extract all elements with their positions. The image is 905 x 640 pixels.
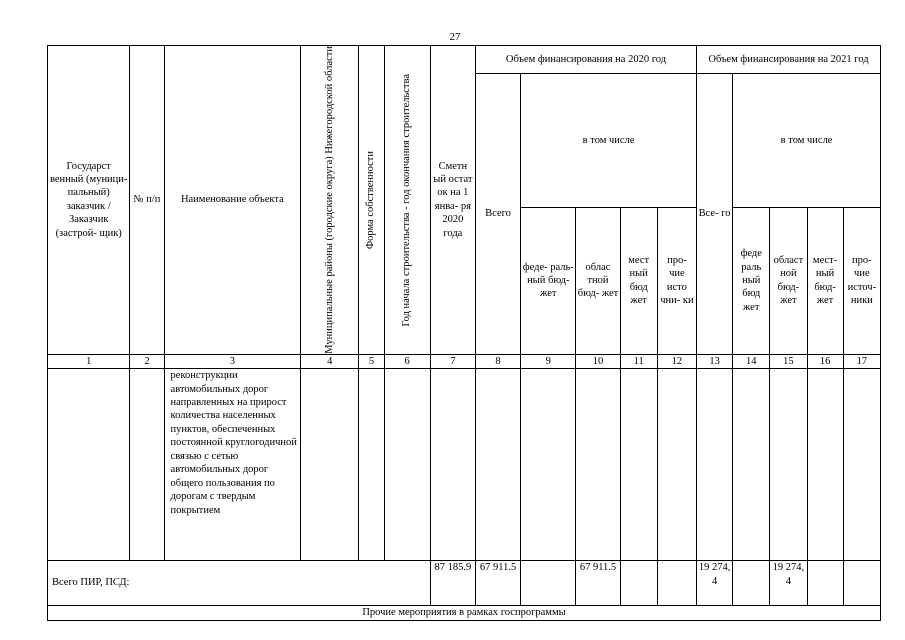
- object-name-cell: реконструкции автомобильных дорог направленных на прирост количества населенных пунктов, обеспеченных постоянной круглогодичной связью с сетью автомобильных дорог общего пользования по дорогам с твердым покрытием: [164, 369, 301, 561]
- header-including-2021: в том числе: [733, 74, 881, 208]
- column-number: 8: [475, 354, 520, 368]
- header-regional-2020: облас тной бюд- жет: [576, 207, 620, 354]
- column-number: 4: [301, 354, 359, 368]
- header-funding-2020: Объем финансирования на 2020 год: [475, 46, 696, 74]
- empty-cell: [697, 369, 733, 561]
- header-districts-text: Муниципальные районы (городские округа) Нижегородской области: [323, 46, 335, 354]
- object-number-cell: [130, 369, 164, 561]
- empty-cell: [807, 561, 843, 606]
- column-number: 3: [164, 354, 301, 368]
- empty-cell: [576, 369, 620, 561]
- empty-cell: [384, 369, 430, 561]
- total-regional-2020-value: 67 911.5: [576, 561, 620, 606]
- financing-table: [47, 45, 881, 621]
- object-row: [48, 369, 881, 561]
- column-number: 10: [576, 354, 620, 368]
- empty-cell: [733, 561, 770, 606]
- column-number: 6: [384, 354, 430, 368]
- total-regional-2021-value: 19 274, 4: [770, 561, 807, 606]
- column-number: 17: [843, 354, 880, 368]
- column-number: 12: [657, 354, 696, 368]
- empty-cell: [620, 369, 657, 561]
- empty-cell: [770, 369, 807, 561]
- section-row: [48, 606, 881, 621]
- empty-cell: [301, 369, 359, 561]
- column-number: 1: [48, 354, 130, 368]
- column-number-row: [48, 354, 881, 368]
- total-row: [48, 561, 881, 606]
- total-row-label: Всего ПИР, ПСД:: [48, 561, 431, 606]
- header-ownership-text: Форма собственности: [365, 150, 377, 249]
- empty-cell: [657, 369, 696, 561]
- column-number: 16: [807, 354, 843, 368]
- header-regional-2021: област ной бюд- жет: [770, 207, 807, 354]
- total-2020-value: 67 911.5: [475, 561, 520, 606]
- empty-cell: [657, 561, 696, 606]
- header-estimate-remainder: Сметн ый остат ок на 1 янва- ря 2020 года: [430, 46, 475, 355]
- header-districts: [301, 46, 359, 355]
- header-including-2020: в том числе: [521, 74, 697, 208]
- column-number: 11: [620, 354, 657, 368]
- header-federal-2021: феде раль ный бюд жет: [733, 207, 770, 354]
- header-total-2021: Все- го: [697, 74, 733, 355]
- header-funding-2021: Объем финансирования на 2021 год: [697, 46, 881, 74]
- header-federal-2020: феде- раль- ный бюд- жет: [521, 207, 576, 354]
- header-customer: Государст венный (муници- пальный) заказчик / Заказчик (застрой- щик): [48, 46, 130, 355]
- header-object-name: Наименование объекта: [164, 46, 301, 355]
- header-other-2020: про- чие исто чни- ки: [657, 207, 696, 354]
- object-customer-cell: [48, 369, 130, 561]
- column-number: 9: [521, 354, 576, 368]
- page-number: 27: [449, 31, 461, 43]
- empty-cell: [430, 369, 475, 561]
- column-number: 15: [770, 354, 807, 368]
- header-number: № п/п: [130, 46, 164, 355]
- column-number: 13: [697, 354, 733, 368]
- header-years-text: Год начала строительства - год окончания строительства: [401, 73, 413, 327]
- column-number: 7: [430, 354, 475, 368]
- empty-cell: [843, 369, 880, 561]
- header-ownership: [359, 46, 384, 355]
- section-row-label: Прочие мероприятия в рамках госпрограммы: [48, 606, 881, 621]
- total-estimate-remainder: 87 185.9: [430, 561, 475, 606]
- empty-cell: [521, 369, 576, 561]
- header-local-2020: мест ный бюд жет: [620, 207, 657, 354]
- empty-cell: [807, 369, 843, 561]
- header-other-2021: про- чие источ- ники: [843, 207, 880, 354]
- total-2021-value: 19 274, 4: [697, 561, 733, 606]
- header-total-2020: Всего: [475, 74, 520, 355]
- header-local-2021: мест- ный бюд- жет: [807, 207, 843, 354]
- header-years: [384, 46, 430, 355]
- empty-cell: [733, 369, 770, 561]
- empty-cell: [843, 561, 880, 606]
- empty-cell: [475, 369, 520, 561]
- empty-cell: [521, 561, 576, 606]
- empty-cell: [359, 369, 384, 561]
- column-number: 5: [359, 354, 384, 368]
- column-number: 2: [130, 354, 164, 368]
- empty-cell: [620, 561, 657, 606]
- column-number: 14: [733, 354, 770, 368]
